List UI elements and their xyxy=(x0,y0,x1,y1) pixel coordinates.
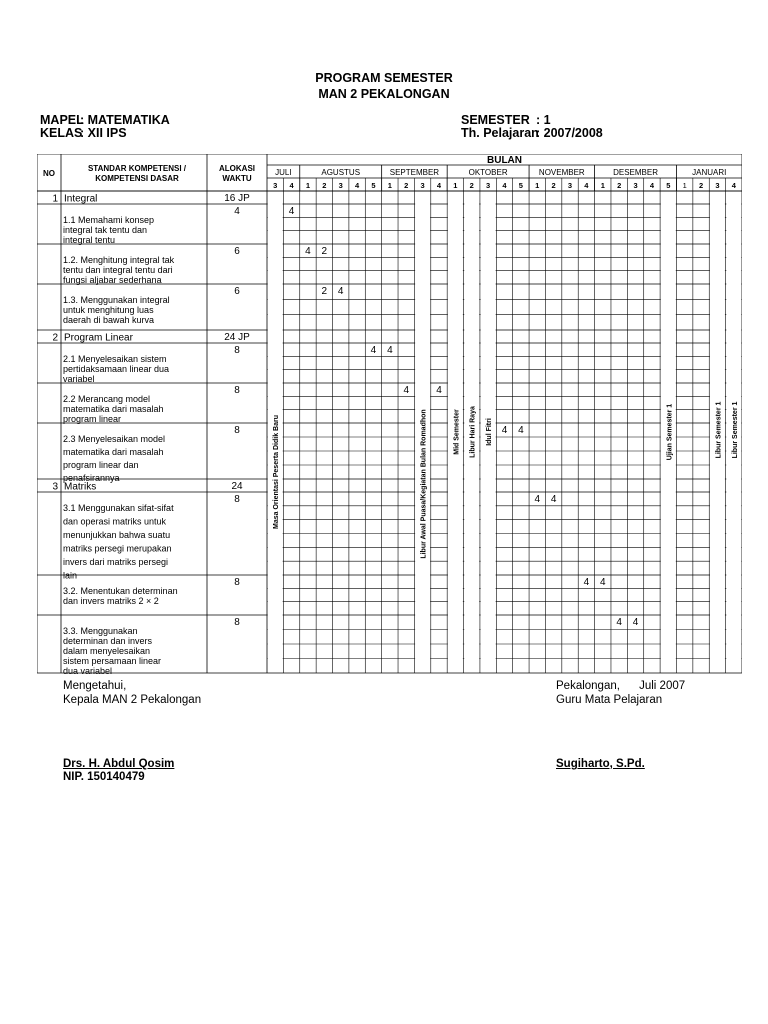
week-label: 3 xyxy=(420,181,425,190)
kd-text-line: sistem persamaan linear xyxy=(63,656,162,666)
row-number: 3 xyxy=(52,481,58,493)
vertical-event-label: Idul Fitri xyxy=(486,418,494,446)
footer-mengetahui: Mengetahui, xyxy=(63,680,127,692)
month-label: DESEMBER xyxy=(613,168,658,177)
kd-text-line: matematika dari masalah xyxy=(63,447,164,457)
sub-alloc: 8 xyxy=(234,494,240,505)
mapel-value: : MATEMATIKA xyxy=(80,113,170,127)
sub-alloc: 6 xyxy=(234,246,240,257)
kd-text-line: 1.2. Menghitung integral tak xyxy=(63,255,175,265)
kd-text-line: tentu dan integral tentu dari xyxy=(63,265,173,275)
kd-text-line: lain xyxy=(63,570,78,581)
week-label: 5 xyxy=(371,181,376,190)
week-label: 1 xyxy=(305,181,311,190)
month-label: JULI xyxy=(275,168,292,177)
week-label: 3 xyxy=(273,181,278,190)
sub-alloc: 8 xyxy=(234,345,240,356)
program-semester-table xyxy=(37,154,742,674)
header-sk-line1: STANDAR KOMPETENSI / xyxy=(87,164,187,173)
schedule-mark: 4 xyxy=(436,385,442,396)
schedule-mark: 4 xyxy=(534,494,541,505)
schedule-mark: 4 xyxy=(387,345,393,356)
kd-text-line: 1.3. Menggunakan integral xyxy=(63,295,170,305)
week-label: 3 xyxy=(486,181,491,190)
kd-text-line: dalam menyelesaikan xyxy=(63,646,151,656)
tahun-value: : 2007/2008 xyxy=(536,126,603,140)
week-label: 2 xyxy=(404,181,409,190)
row-number: 1 xyxy=(52,193,58,205)
sub-alloc: 8 xyxy=(234,577,240,588)
kd-text-line: 3.3. Menggunakan xyxy=(63,626,138,636)
week-label: 4 xyxy=(649,181,654,190)
kd-text-line: 2.3 Menyelesaikan model xyxy=(63,434,166,444)
row-title: Matriks xyxy=(64,481,97,493)
kd-text-line: dan invers matriks 2 × 2 xyxy=(63,596,159,606)
kd-text-line: 2.2 Merancang model xyxy=(63,394,151,404)
kd-text-line: program linear dan xyxy=(63,460,139,470)
kd-text-line: dua variabel xyxy=(63,666,113,674)
footer-place-date: Pekalongan, Juli 2007 xyxy=(556,680,686,692)
row-alloc: 16 JP xyxy=(224,193,250,204)
schedule-mark: 4 xyxy=(599,577,606,588)
kd-text-line: integral tak tentu dan xyxy=(63,225,148,235)
schedule-mark: 4 xyxy=(518,425,524,436)
header-no: NO xyxy=(43,169,55,178)
week-label: 3 xyxy=(715,181,720,190)
header-sk-line2: KOMPETENSI DASAR xyxy=(95,174,179,183)
tahun-label: Th. Pelajaran xyxy=(461,126,539,140)
kd-text-line: 2.1 Menyelesaikan sistem xyxy=(63,354,167,364)
row-number: 2 xyxy=(52,332,58,344)
week-label: 2 xyxy=(698,181,704,190)
week-label: 5 xyxy=(666,181,671,190)
schedule-mark: 2 xyxy=(321,246,328,257)
month-label: OKTOBER xyxy=(468,168,508,177)
kd-text-line: integral tentu xyxy=(63,235,116,245)
kd-text-line: menunjukkan bahwa suatu xyxy=(63,530,171,540)
week-label: 1 xyxy=(535,181,540,190)
week-label: 2 xyxy=(551,181,556,190)
semester-value: : 1 xyxy=(536,113,551,127)
month-label: AGUSTUS xyxy=(321,168,361,177)
month-label: JANUARI xyxy=(692,168,727,177)
schedule-mark: 4 xyxy=(288,206,295,217)
kelas-label: KELAS xyxy=(40,126,83,140)
kd-text-line: daerah di bawah kurva xyxy=(63,315,155,325)
week-label: 4 xyxy=(731,181,736,190)
signer-right-name: Sugiharto, S.Pd. xyxy=(556,758,645,770)
kd-text-line: untuk menghitung luas xyxy=(63,305,154,315)
sub-alloc: 8 xyxy=(234,425,240,436)
schedule-mark: 4 xyxy=(305,246,311,257)
week-label: 4 xyxy=(436,181,442,190)
week-label: 2 xyxy=(469,181,474,190)
kd-text-line: invers dari matriks persegi xyxy=(63,557,169,567)
week-label: 3 xyxy=(633,181,638,190)
kd-text-line: dan operasi matriks untuk xyxy=(63,516,167,527)
header-bulan: BULAN xyxy=(487,155,522,166)
kd-text-line: 1.1 Memahami konsep xyxy=(63,215,155,225)
week-label: 2 xyxy=(617,181,622,190)
page-title: PROGRAM SEMESTER xyxy=(315,71,453,85)
schedule-mark: 4 xyxy=(583,577,590,588)
kd-text-line: 3.1 Menggunakan sifat-sifat xyxy=(63,503,174,513)
schedule-mark: 4 xyxy=(337,286,344,297)
kd-text-line: pertidaksamaan linear dua xyxy=(63,364,170,374)
sub-alloc: 6 xyxy=(234,286,240,297)
schedule-mark: 4 xyxy=(550,494,557,505)
vertical-event-label: Libur Hari Raya xyxy=(469,406,477,458)
week-label: 1 xyxy=(387,181,392,190)
vertical-event-label: Masa Orientasi Peserta Didik Baru xyxy=(273,415,281,529)
week-label: 3 xyxy=(338,181,343,190)
week-label: 2 xyxy=(322,181,327,190)
week-label: 1 xyxy=(600,181,605,190)
kd-text-line: matriks persegi merupakan xyxy=(63,543,172,554)
schedule-mark: 4 xyxy=(616,617,622,628)
sub-alloc: 4 xyxy=(234,206,240,217)
header-aw-line2: WAKTU xyxy=(222,174,252,183)
signer-left-nip: NIP. 150140479 xyxy=(63,771,145,783)
kelas-value: : XII IPS xyxy=(80,126,127,140)
week-label: 4 xyxy=(355,181,360,190)
schedule-mark: 4 xyxy=(501,425,508,436)
week-label: 4 xyxy=(584,181,589,190)
kd-text-line: determinan dan invers xyxy=(63,636,153,646)
row-alloc: 24 xyxy=(231,481,243,492)
vertical-event-label: Libur Semester 1 xyxy=(731,401,739,459)
schedule-mark: 2 xyxy=(321,286,328,297)
semester-label: SEMESTER xyxy=(461,113,530,127)
signer-left-name: Drs. H. Abdul Qosim xyxy=(63,758,175,770)
vertical-event-label: Mid Semester xyxy=(453,409,461,455)
kd-text-line: 3.2. Menentukan determinan xyxy=(63,586,178,596)
month-label: SEPTEMBER xyxy=(389,168,440,177)
schedule-mark: 4 xyxy=(632,617,639,628)
vertical-event-label: Libur Semester 1 xyxy=(715,401,723,459)
footer-kepala: Kepala MAN 2 Pekalongan xyxy=(63,694,202,706)
week-label: 5 xyxy=(518,181,523,190)
month-label: NOVEMBER xyxy=(538,168,585,177)
kd-text-line: matematika dari masalah xyxy=(63,404,164,414)
schedule-mark: 4 xyxy=(403,385,410,396)
footer-guru: Guru Mata Pelajaran xyxy=(556,694,663,706)
week-label: 3 xyxy=(567,181,573,190)
mapel-label: MAPEL xyxy=(40,113,84,127)
row-title: Program Linear xyxy=(64,332,133,344)
week-label: 4 xyxy=(289,181,294,190)
row-title: Integral xyxy=(64,193,98,205)
page-subtitle: MAN 2 PEKALONGAN xyxy=(318,87,450,101)
schedule-mark: 4 xyxy=(370,345,377,356)
week-label: 1 xyxy=(682,181,687,190)
week-label: 1 xyxy=(453,181,458,190)
kd-text-line: penafsirannya xyxy=(63,473,120,483)
vertical-event-label: Ujian Semester 1 xyxy=(666,403,674,461)
kd-text-line: fungsi aljabar sederhana xyxy=(63,275,162,285)
week-label: 4 xyxy=(502,181,507,190)
kd-text-line: program linear xyxy=(63,414,122,424)
header-aw-line1: ALOKASI xyxy=(219,164,255,173)
vertical-event-label: Libur Awal Puasa/Kegiatan Bulan Romadhon xyxy=(420,409,428,559)
sub-alloc: 8 xyxy=(234,617,240,628)
kd-text-line: variabel xyxy=(63,374,95,384)
row-alloc: 24 JP xyxy=(224,332,250,343)
sub-alloc: 8 xyxy=(234,385,240,396)
